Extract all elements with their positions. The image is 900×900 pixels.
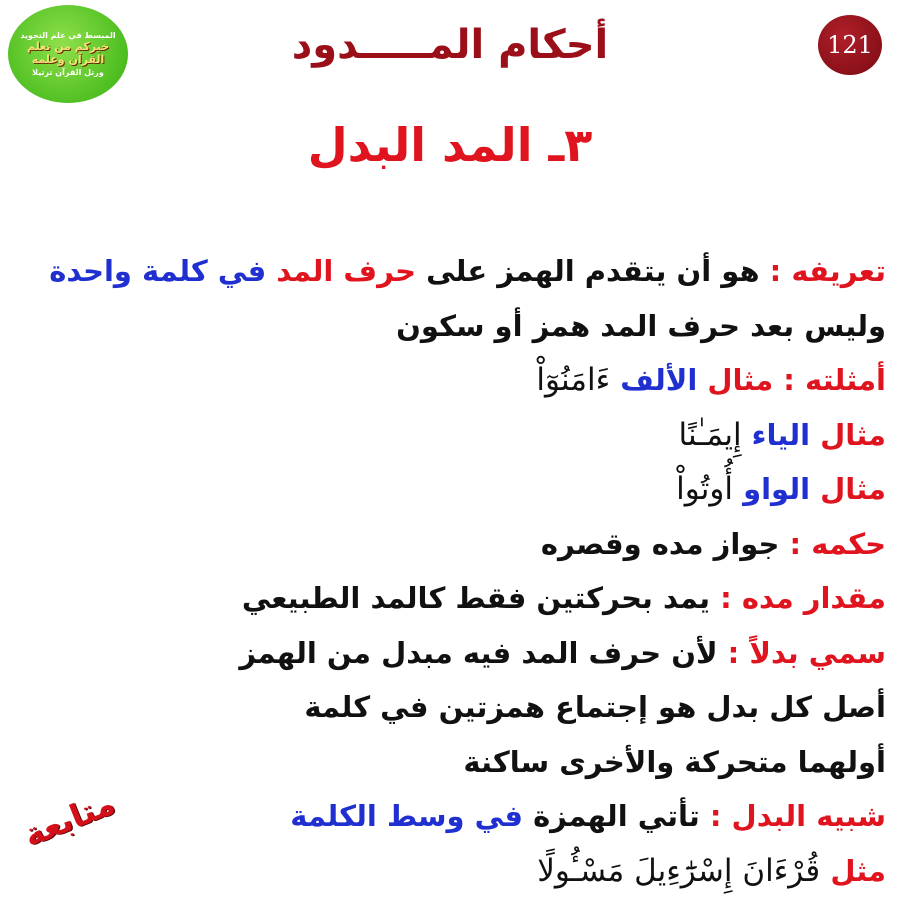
content-body <box>40 244 886 898</box>
label: سمي بدلاً : <box>717 635 886 670</box>
label: تعريفه : <box>759 254 886 288</box>
similar-examples-line <box>40 844 886 899</box>
quran-word: ءَامَنُوٓاْ <box>536 362 611 398</box>
page-title: أحكام المـــــدود <box>291 22 609 68</box>
logo-top-text: المبسط في علم التجويد <box>20 31 116 40</box>
quran-word: إِيمَـٰنًا <box>678 416 742 453</box>
continue-stamp: متابعة <box>18 783 121 855</box>
section-title: ٣ـ المد البدل <box>307 118 593 172</box>
quran-words: قُرْءَانَ إِسْرَٰٓءِيلَ مَسْـُٔولًا <box>537 852 821 889</box>
label: شبيه البدل : <box>699 799 886 833</box>
definition-line <box>40 244 886 299</box>
origin-line <box>40 680 886 735</box>
highlight: في كلمة واحدة <box>49 254 267 288</box>
text: أصل كل بدل هو إجتماع همزتين في كلمة <box>304 690 886 724</box>
similar-badal-line <box>40 789 886 844</box>
label: مثل <box>820 853 886 888</box>
length-line <box>40 571 886 626</box>
logo-middle-text: خيركم من تعلم <box>26 40 110 53</box>
example-waw <box>40 462 886 517</box>
example-alif <box>40 353 886 408</box>
text: جواز مده وقصره <box>540 526 780 561</box>
text: لأن حرف المد فيه مبدل من الهمز <box>239 635 718 670</box>
naming-line <box>40 626 886 681</box>
label: مثال <box>810 417 886 452</box>
quran-word: أُوتُواْ <box>676 471 733 507</box>
letter: الياء <box>741 417 811 452</box>
ruling-line <box>40 517 886 572</box>
text: أولهما متحركة والأخرى ساكنة <box>463 744 886 779</box>
letter: الألف <box>610 363 698 397</box>
example-ya <box>40 408 886 463</box>
text: وليس بعد حرف المد همز أو سكون <box>396 308 886 343</box>
highlight: حرف المد <box>266 254 417 288</box>
definition-line-2 <box>40 299 886 354</box>
highlight: في وسط الكلمة <box>290 799 523 833</box>
logo-bottom-text: ورتل القرآن ترتيلا <box>32 68 104 77</box>
text: يمد بحركتين فقط كالمد الطبيعي <box>241 581 711 615</box>
page-number-badge: 121 <box>818 15 882 75</box>
letter: الواو <box>732 472 811 506</box>
label: مثال <box>810 472 886 506</box>
text: هو أن يتقدم الهمز على <box>416 254 760 288</box>
origin-line-2 <box>40 735 886 790</box>
label: مقدار مده : <box>710 581 886 615</box>
label: أمثلته : مثال <box>697 363 886 397</box>
label: حكمه : <box>779 526 886 561</box>
logo-middle-text-2: القرآن وعلمه <box>31 53 105 66</box>
text: تأتي الهمزة <box>522 799 700 833</box>
